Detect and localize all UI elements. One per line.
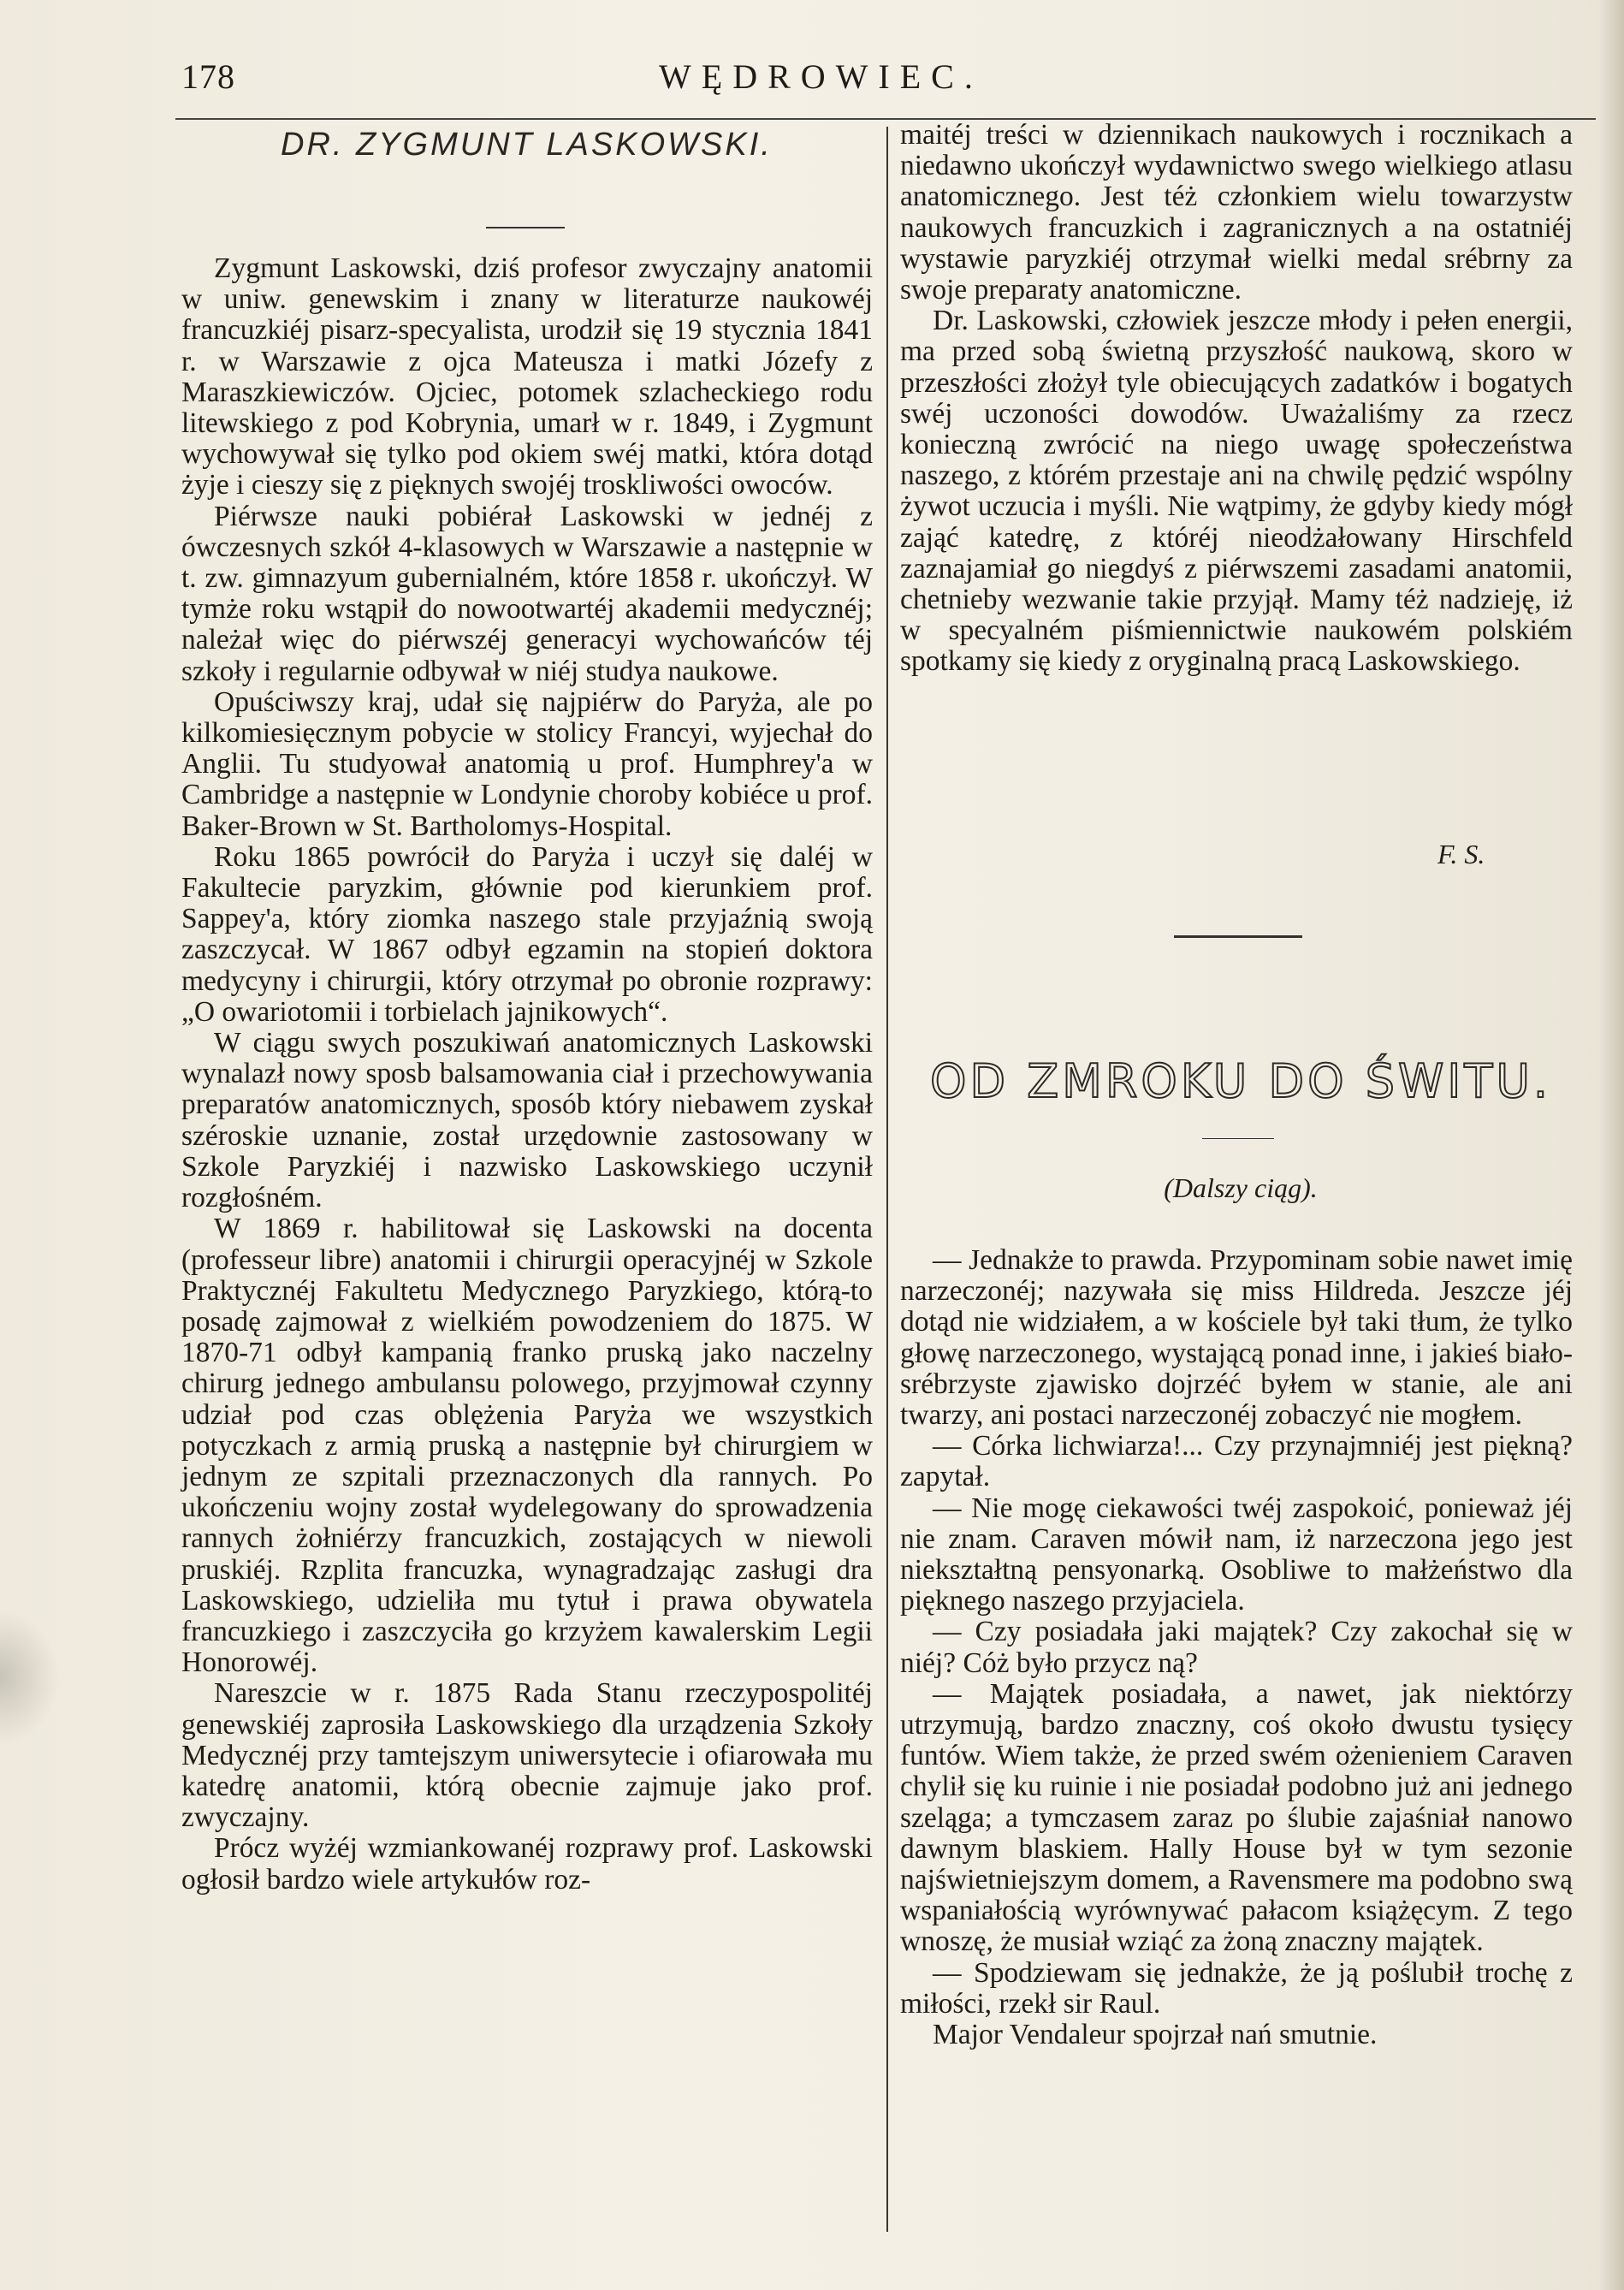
continuation-paragraph: Dr. Laskowski, człowiek jeszcze młody i pełen energii, ma przed sobą świetną przyszłość naukową, skoro w przeszłości złożył tyle obiecujących zadatków i bogatych swéj uczoności dowodów. Uważaliśmy za rzecz konieczną zwrócić na niego uwagę społeczeństwa naszego, z którém przestaje ani na chwilę pędzić wspólny żywot uczucia i myśli. Nie wątpimy, że gdyby kiedy mógł zająć katedrę, z któréj nieodżałowany Hirschfeld zaznajamiał go niegdyś z piérwszemi zasadami anatomii, chetnieby wezwanie takie przyjął. Mamy téż nadzieję, iż w specyalném piśmiennictwie naukowém polskiém spotkamy się kiedy z oryginalną pracą Laskowskiego. bbox=[900, 305, 1573, 678]
article-signature: F. S. bbox=[1437, 839, 1485, 869]
story-paragraph: — Córka lichwiarza!... Czy przynajmniéj jest piękną? zapytał. bbox=[900, 1430, 1573, 1493]
page-number: 178 bbox=[181, 57, 235, 96]
story-paragraph: — Jednakże to prawda. Przypominam sobie nawet imię narzeczonéj; nazywała się miss Hildreda. Jeszcze jéj dotąd nie widziałem, a w kościele był taki tłum, że tylko głowę narzeczonego, wystającą ponad inne, i jakieś biało-srébrzyste zjawisko dojrzéć byłem w stanie, ale ani twarzy, ani postaci narzeczonéj zobaczyć nie mogłem. bbox=[900, 1244, 1573, 1432]
running-head: WĘDROWIEC. bbox=[659, 57, 983, 96]
story-paragraph: Major Vendaleur spojrzał nań smutnie. bbox=[933, 2019, 1378, 2051]
story-subtitle: (Dalszy ciąg). bbox=[1164, 1172, 1318, 1203]
article-paragraph: Opuściwszy kraj, udał się najpiérw do Paryża, ale po kilkomiesięcznym pobycie w stolicy Francyi, wyjechał do Anglii. Tu studyował anatomią u prof. Humphrey'a w Cambridge a następnie w Londynie choroby kobiéce u prof. Baker-Brown w St. Bartholomys-Hospital. bbox=[181, 685, 873, 842]
story-paragraph: — Spodziewam się jednakże, że ją poślubił trochę z miłości, rzekł sir Raul. bbox=[900, 1956, 1573, 2020]
article-paragraph: Prócz wyżéj wzmiankowanéj rozprawy prof. Laskowski ogłosił bardzo wiele artykułów roz- bbox=[181, 1832, 873, 1895]
article-paragraph: Piérwsze nauki pobiérał Laskowski w jednéj z ówczesnych szkół 4-klasowych w Warszawie a następnie w t. zw. gimnazyum gubernialném, które 1858 r. ukończył. W tymże roku wstąpił do nowootwartéj akademii medycznéj; należał więc do piérwszéj generacyi wychowańców téj szkoły i regularnie odbywał w niéj studya naukowe. bbox=[181, 500, 873, 687]
article-paragraph: Zygmunt Laskowski, dziś profesor zwyczajny anatomii w uniw. genewskim i znany w literaturze naukowéj francuzkiéj pisarz-specyalista, urodził się 19 stycznia 1841 r. w Warszawie z ojca Mateusza i matki Józefy z Maraszkiewiczów. Ojciec, potomek szlacheckiego rodu litewskiego z pod Kobrynia, umarł w r. 1849, i Zygmunt wychowywał się tylko pod okiem swéj matki, która dotąd żyje i cieszy się z pięknych swojéj troskliwości owoców. bbox=[181, 252, 873, 501]
title-rule bbox=[486, 227, 565, 228]
page-edge-shadow bbox=[1598, 0, 1624, 2290]
article-paragraph: Roku 1865 powrócił do Paryża i uczył się daléj w Fakultecie paryzkim, głównie pod kierunkiem prof. Sappey'a, który ziomka naszego stale przyjaźnią swoją zaszczycał. W 1867 odbył egzamin na stopień doktora medycyny i chirurgii, który otrzymał po obronie rozprawy: „O owariotomii i torbielach jajnikowych“. bbox=[181, 840, 873, 1028]
article-body bbox=[181, 253, 873, 1895]
story-body bbox=[900, 1245, 1573, 2050]
article-paragraph: W 1869 r. habilitował się Laskowski na docenta (professeur libre) anatomii i chirurgii operacyjnéj w Szkole Praktycznéj Fakultetu Medycznego Paryzkiego, którą-to posadę zajmował z wielkiém powodzeniem do 1875. W 1870-71 odbył kampanią franko pruską jako naczelny chirurg jednego ambulansu polowego, przyjmował czynny udział pod czas oblężenia Paryża we wszystkich potyczkach z armią pruską a następnie był chirurgiem w jednym ze szpitali przeznaczonych dla rannych. Po ukończeniu wojny został wydelegowany do sprowadzenia rannych żołniérzy francuzkich, zostających w niewoli pruskiéj. Rzplita francuzka, wynagradzając zasługi dra Laskowskiego, udzieliła mu tytuł i prawa obywatela francuzkiego i zaszczyciła go krzyżem kawalerskim Legii Honorowéj. bbox=[181, 1213, 873, 1679]
story-paragraph: — Czy posiadała jaki majątek? Czy zakochał się w niéj? Cóż było przycz ną? bbox=[900, 1616, 1573, 1679]
story-paragraph: — Majątek posiadała, a nawet, jak niektórzy utrzymują, bardzo znaczny, coś około dwustu tysięcy funtów. Wiem także, że przed swém ożenieniem Caraven chylił się ku ruinie i nie posiadał podobno już ani jednego szeląga; a tymczasem zaraz po ślubie zajaśniał nanowo dawnym blaskiem. Hally House był w tym sezonie najświetniejszym domem, a Ravensmere ma podobno swą wspaniałością wyrównywać pałacom książęcym. Z tego wnoszę, że musiał wziąć za żoną znaczny majątek. bbox=[900, 1677, 1573, 1958]
article-continuation bbox=[900, 120, 1573, 678]
story-title: OD ZMROKU DO ŚWITU. bbox=[929, 1054, 1552, 1108]
article-paragraph: W ciągu swych poszukiwań anatomicznych Laskowski wynalazł nowy sposb balsamowania ciał i przechowywania preparatów anatomicznych, sposób który niebawem zyskał széroskie uznanie, został urzędownie zastosowany w Szkole Paryzkiéj i nazwisko Laskowskiego uczynił rozgłośném. bbox=[181, 1027, 873, 1214]
column-divider bbox=[886, 127, 888, 2232]
story-title-rule bbox=[1202, 1138, 1274, 1139]
article-paragraph: Nareszcie w r. 1875 Rada Stanu rzeczypospolitéj genewskiéj zaprosiła Laskowskiego dla urządzenia Szkoły Medycznéj przy tamtejszym uniwersytecie i ofiarowała mu katedrę anatomii, którą obecnie zajmuje jako prof. zwyczajny. bbox=[181, 1677, 873, 1834]
section-rule bbox=[1174, 935, 1302, 938]
binding-shadow bbox=[0, 1609, 60, 1746]
continuation-paragraph: maitéj treści w dziennikach naukowych i rocznikach a niedawno ukończył wydawnictwo swego wielkiego atlasu anatomicznego. Jest téż członkiem wielu towarzystw naukowych francuzkich i zagranicznych a na ostatniéj wystawie paryzkiéj otrzymał wielki medal srébrny za swoje preparaty anatomiczne. bbox=[900, 119, 1573, 306]
article-title: DR. ZYGMUNT LASKOWSKI. bbox=[281, 127, 773, 163]
story-paragraph: — Nie mogę ciekawości twéj zaspokoić, ponieważ jéj nie znam. Caraven mówił nam, iż narzeczona jego jest niekształtną pensyonarką. Osobliwe to małżeństwo dla pięknego naszego przyjaciela. bbox=[900, 1492, 1573, 1617]
